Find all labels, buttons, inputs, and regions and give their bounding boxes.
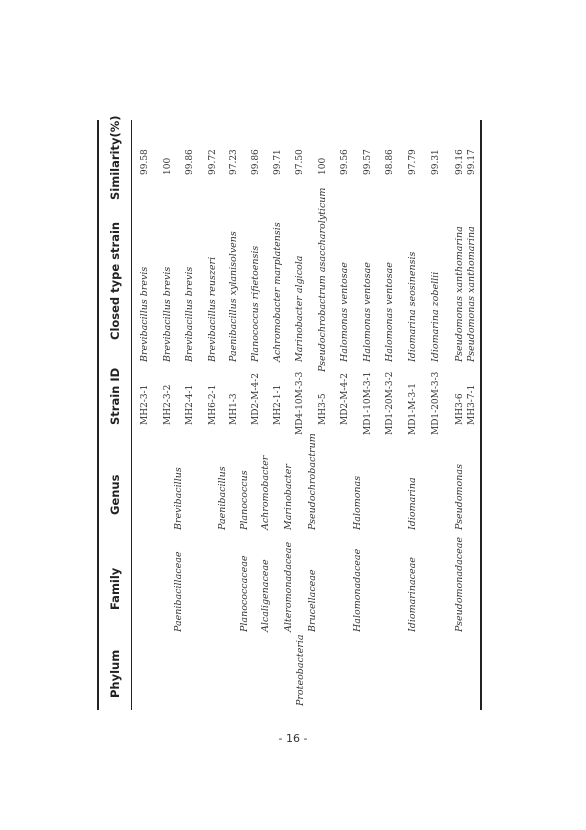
- type-strain-cell: Halomonas ventosae: [362, 262, 373, 362]
- type-strain-cell: Achromobacter marplatensis: [272, 222, 283, 362]
- strain-id-cell: MD1-M-3-1: [408, 383, 418, 435]
- strain-id-cell: MH3-5: [318, 393, 328, 425]
- similarity-cell: 97.23: [229, 149, 239, 175]
- family-cell: Pseudomonadaceae: [454, 536, 465, 632]
- genus-cell: Halomonas: [352, 475, 363, 530]
- strain-id-cell: MH2-4-1: [185, 384, 195, 425]
- table-header-rule: [131, 120, 132, 710]
- strain-id-cell: MD1-10M-3-1: [363, 371, 373, 435]
- strain-id-cell: MH2-3-2: [163, 384, 173, 425]
- similarity-cell: 99.86: [251, 149, 261, 175]
- similarity-cell: 100: [318, 157, 328, 175]
- type-strain-cell: Pseudomonas xanthomarina: [454, 226, 465, 362]
- family-cell: Alteromonadaceae: [283, 541, 294, 632]
- family-cell: Idiomarinaceae: [407, 557, 418, 632]
- genus-cell: Achromobacter: [260, 455, 271, 530]
- type-strain-cell: Idiomarina zobellii: [430, 271, 441, 362]
- similarity-cell: 97.79: [408, 149, 418, 175]
- header-strain-id: Strain ID: [108, 367, 122, 425]
- similarity-cell: 99.57: [363, 149, 373, 175]
- header-family: Family: [108, 567, 122, 610]
- genus-cell: Pseudomonas: [454, 464, 465, 530]
- page-number: - 16 -: [278, 732, 308, 745]
- similarity-cell: 97.50: [295, 149, 305, 175]
- type-strain-cell: Brevibacillus brevis: [139, 266, 150, 362]
- type-strain-cell: Pseudomonas xanthomarina: [466, 226, 477, 362]
- genus-cell: Paenibacillus: [217, 466, 228, 530]
- strain-id-cell: MD4-10M-3-3: [295, 371, 305, 435]
- similarity-cell: 99.31: [431, 149, 441, 175]
- type-strain-cell: Pseudochrobactrum asaccharolyticum: [317, 187, 328, 372]
- type-strain-cell: Brevibacillus reuszeri: [207, 256, 218, 362]
- table-bottom-rule: [480, 120, 482, 710]
- strain-id-cell: MD2-M-4-2: [340, 373, 350, 425]
- strain-id-cell: MH2-1-1: [273, 384, 283, 425]
- type-strain-cell: Halomonas ventosae: [339, 262, 350, 362]
- similarity-cell: 99.72: [208, 149, 218, 175]
- genus-cell: Pseudochrobactrum: [307, 433, 318, 530]
- type-strain-cell: Halomonas ventosae: [384, 262, 395, 362]
- similarity-cell: 99.16: [455, 149, 465, 175]
- family-cell: Alcaligenaceae: [260, 559, 271, 632]
- type-strain-cell: Brevibacillus brevis: [184, 266, 195, 362]
- type-strain-cell: Brevibacillus brevis: [162, 266, 173, 362]
- header-genus: Genus: [108, 474, 122, 515]
- similarity-cell: 99.17: [467, 149, 477, 175]
- genus-cell: Brevibacillus: [173, 467, 184, 530]
- similarity-cell: 100: [163, 157, 173, 175]
- strain-id-cell: MD1-20M-3-2: [385, 371, 395, 435]
- similarity-cell: 99.86: [185, 149, 195, 175]
- similarity-cell: 98.86: [385, 149, 395, 175]
- family-cell: Paenibacillaceae: [173, 551, 184, 632]
- genus-cell: Marinobacter: [283, 464, 294, 530]
- strain-id-cell: MH3-7-1: [467, 384, 477, 425]
- header-closed-type-strain: Closed type strain: [108, 221, 122, 340]
- rotated-table: [97, 115, 482, 710]
- family-cell: Planococcaceae: [239, 555, 250, 632]
- type-strain-cell: Planococcus rifietoensis: [250, 245, 261, 362]
- family-cell: Brucellaceae: [307, 569, 318, 632]
- header-similarity: Similarity(%): [108, 115, 122, 200]
- strain-id-cell: MH3-6: [455, 393, 465, 425]
- strain-id-cell: MD2-M-4-2: [251, 373, 261, 425]
- phylum-cell: Proteobacteria: [295, 634, 306, 706]
- similarity-cell: 99.71: [273, 149, 283, 175]
- genus-cell: Idiomarina: [407, 477, 418, 530]
- strain-id-cell: MD1-20M-3-3: [431, 371, 441, 435]
- family-cell: Halomonadaceae: [352, 548, 363, 632]
- type-strain-cell: Marinobacter algicola: [294, 255, 305, 362]
- strain-id-cell: MH2-3-1: [140, 384, 150, 425]
- type-strain-cell: Paenibacillus xylanisolvens: [228, 231, 239, 362]
- genus-cell: Planococcus: [239, 470, 250, 530]
- header-phylum: Phylum: [108, 649, 122, 698]
- strain-id-cell: MH6-2-1: [208, 384, 218, 425]
- type-strain-cell: Idiomarina seosinensis: [407, 251, 418, 362]
- similarity-cell: 99.56: [340, 149, 350, 175]
- table-top-rule: [97, 120, 99, 710]
- similarity-cell: 99.58: [140, 149, 150, 175]
- strain-id-cell: MH1-3: [229, 393, 239, 425]
